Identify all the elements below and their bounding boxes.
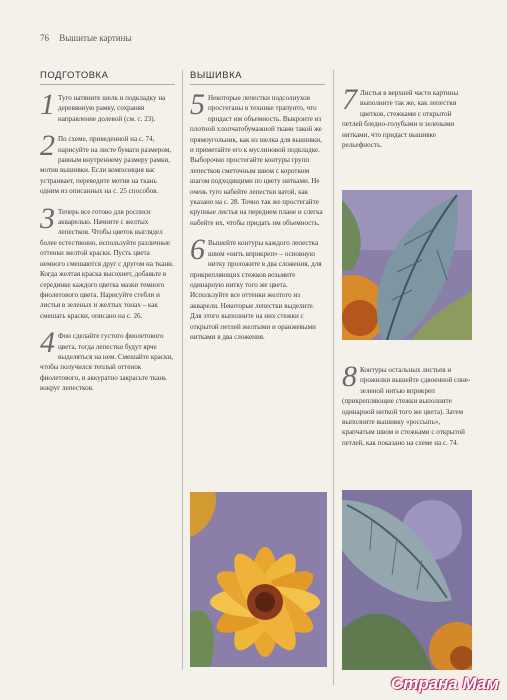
- step-2: [40, 129, 175, 196]
- section-heading-preparation: ПОДГОТОВКА: [40, 70, 175, 85]
- step-number: 1: [40, 88, 55, 121]
- watermark: Страна Мам: [390, 674, 499, 693]
- step-text: По схеме, приведенной на с. 74, нарисуйте на листе бумаги размером, равным внутреннему размеру рамки, мотив вышивки. Если композиция вас устраивает, переведите мотив на ткань одним из описанных на с. 25 способов.: [40, 135, 172, 196]
- step-text: Теперь все готово для росписи акварелью. Начните с желтых лепестков. Чтобы цветок выглядел более естественно, используйте различные оттенки желтой краски. Пусть цвета немного смешаются друг с другом на ткани. Когда желтая краска высохнет, добавьте в серединке каждого цветка мазки темного фиолетового цвета. Нарисуйте стебли и листья в зеленых и желтых тонах – как смешать краски, описано на с. 26.: [40, 207, 174, 320]
- step-1: [40, 88, 175, 124]
- step-number: 7: [342, 83, 357, 116]
- step-text: Туго натяните шелк и подкладку на деревянную рамку, сохраняя направление долевой (см. с. 23).: [58, 94, 166, 123]
- step-number: 3: [40, 201, 55, 235]
- step-number: 6: [190, 233, 205, 267]
- step-text: Контуры остальных листьев и прожилки вышейте сдвоенной сине-зеленой нитью вприкреп (прикрепляющие стежки выполните одинарной ниткой того же цвета). Затем выполните вышивку «россыпь», крапчатым швом и стежками с открытой петлей, как показано на схеме на с. 74.: [342, 366, 471, 447]
- photo-leaf-embroidery-top: [342, 190, 472, 340]
- running-head: [40, 33, 132, 43]
- running-title: Вышитые картины: [59, 33, 132, 43]
- column-embroidery: [190, 60, 325, 352]
- column-divider: [182, 70, 183, 670]
- step-text: Листья в верхней части картины выполните так же, как лепестки цветков, стежками с открытой петлей бледно-голубыми и зелеными нитками, что придаст вышивке рельефность.: [342, 89, 459, 150]
- step-6: [190, 233, 325, 342]
- photo-sunflower-embroidery: [190, 492, 327, 667]
- column-divider: [333, 70, 334, 685]
- step-text: Некоторые лепестки подсолнухов простеганы в технике трапунто, что придаст им объемность. Выкроите из плотной хлопчатобумажной ткани такой же прямоугольник, как из шелка для вышивки, и приметайте его к муслиновой подкладке. Выборочно простегайте контуры групп лепестков сметочным швом с коротким шагом подходящими по цвету нитками. Не очень туго набейте лепестки ватой, как указано на с. 28. Точно так же простегайте крупные листья на переднем плане и слегка набейте их, чтобы придать им объемность.: [190, 94, 323, 227]
- step-number: 5: [190, 88, 205, 121]
- column-preparation: [40, 60, 175, 404]
- step-3: [40, 201, 175, 321]
- step-number: 2: [40, 129, 55, 163]
- column-continued-lower: [342, 360, 472, 458]
- step-number: 8: [342, 360, 357, 393]
- photo-leaf-embroidery-bottom: [342, 490, 472, 670]
- step-4: [40, 326, 175, 393]
- step-5: [190, 88, 325, 228]
- column-continued: [342, 83, 472, 160]
- step-text: Фон сделайте густого фиолетового цвета, тогда лепестки будут ярче выделяться на нем. Смешайте краски, чтобы получился теплый оттенок фиолетового, и аккуратно закрасьте ткань вокруг лепестков.: [40, 332, 173, 393]
- step-number: 4: [40, 326, 55, 360]
- step-7: [342, 83, 472, 150]
- step-8: [342, 360, 472, 448]
- step-text: Вышейте контуры каждого лепестка швом «нить вприкреп» – основную нитку проложите в два сложения, для прикрепляющих стежков возьмите одинарную нитку того же цвета. Используйте все оттенки желтого из акварели. Некоторые лепестки выделите. Для этого выполните на них стежки с открытой петлей желтыми и оранжевыми нитками в два сложения.: [190, 239, 322, 341]
- page-number: 76: [40, 33, 49, 43]
- section-heading-embroidery: ВЫШИВКА: [190, 70, 325, 85]
